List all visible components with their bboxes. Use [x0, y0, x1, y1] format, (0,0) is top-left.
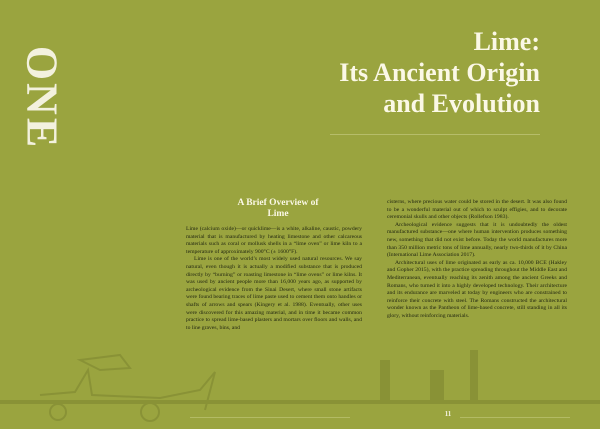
chapter-word-text: ONE — [17, 45, 67, 151]
paragraph: Lime (calcium oxide)—or quicklime—is a white, alkaline, caustic, powdery material that is manufactured by heating limestone and other calcareous materials such as coral or mollusk shells in a “lime oven” or lime kiln to a temperature of approximately 900°C (± 1600°F). — [186, 226, 362, 255]
text-column-right — [387, 199, 567, 321]
section-heading — [190, 198, 366, 220]
page-number: 11 — [444, 410, 452, 418]
paragraph: Architectural uses of lime originated as early as ca. 10,000 BCE (Hakley and Gopher 2015), with the practice spreading throughout the Middle East and Mediterranean, eventually reaching its zenith among the ancient Greeks and Romans, who turned it into a highly developed technology. Their architecture and its endurance are marveled at today by engineers who are constrained to reinforce their concrete with steel. The Romans constructed the architectural wonder known as the Pantheon of lime-based concrete, still standing in all its glory, without reinforcing materials. — [387, 259, 567, 319]
text-column-left — [186, 226, 362, 332]
title-line-2: Its Ancient Origin — [339, 58, 540, 87]
paragraph: cisterns, where precious water could be stored in the desert. It was also found to be a wonderful material out of which to sculpt effigies, and to decorate ceremonial skulls and other objects (Rollefson 1983). — [387, 199, 567, 221]
footer-rule-left — [190, 417, 350, 418]
paragraph: Lime is one of the world’s most widely used natural resources. We say natural, even though it is actually a modified substance that is produced directly by “burning” or roasting limestone in “lime ovens” or lime kilns. It was used by ancient people more than 16,000 years ago, as supported by archeological evidence from the Sinai Desert, where small stone artifacts were found bearing traces of lime paste used to cement them onto handles or shafts of arrows and spears (Kingery et al. 1988). Eventually, other uses were discovered for this amazing material, and in time it became common practice to spread lime-based plasters and mortars over floors and walls, and to line graves, bins, and — [186, 256, 362, 331]
chapter-word — [17, 28, 67, 168]
footer-rule-right — [460, 417, 570, 418]
paragraph: Archeological evidence suggests that it is undoubtedly the oldest manufactured substance—one where human intervention produces something new, something that did not exist before. Today the world manufactures more than 350 million metric tons of lime annually, nearly two-thirds of it by China (International Lime Association 2017). — [387, 221, 567, 259]
chapter-title — [290, 26, 540, 119]
title-line-1: Lime: — [473, 27, 540, 56]
section-heading-line-2: Lime — [267, 209, 289, 219]
section-heading-line-1: A Brief Overview of — [237, 198, 319, 208]
title-divider — [330, 134, 540, 135]
title-line-3: and Evolution — [383, 89, 540, 118]
